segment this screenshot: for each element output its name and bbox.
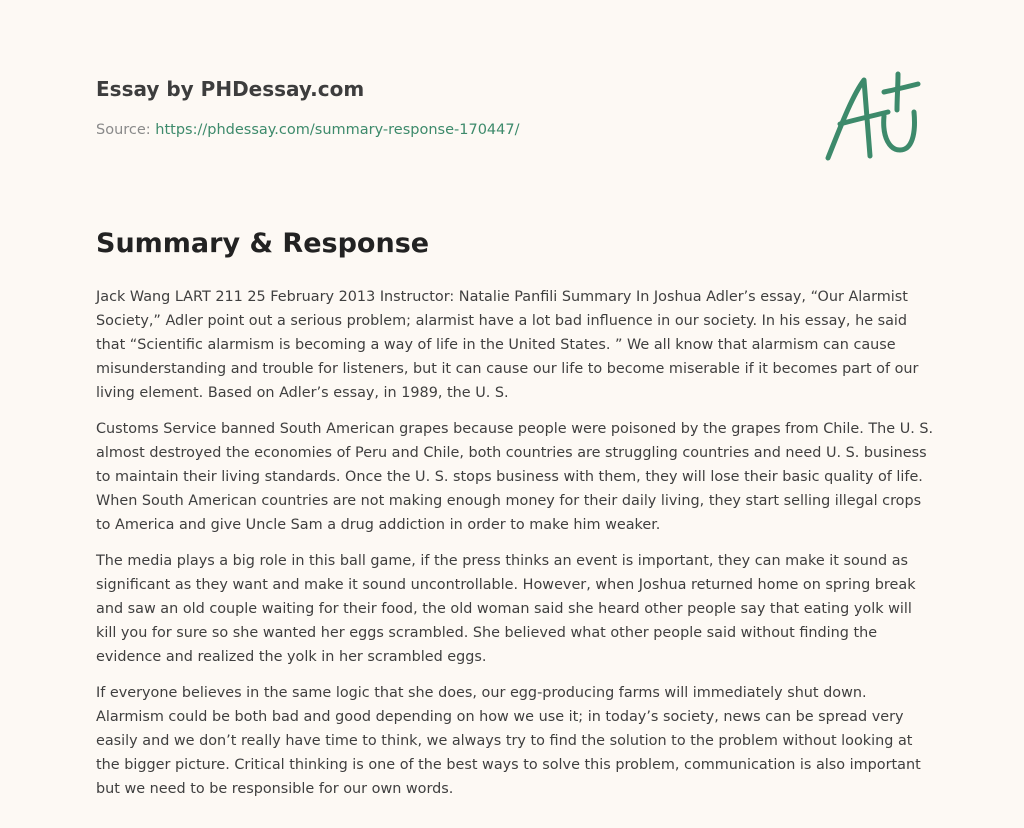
source-link[interactable]: https://phdessay.com/summary-response-170447/ xyxy=(155,122,520,138)
source-label: Source: xyxy=(96,122,151,138)
page-header xyxy=(96,74,796,140)
article-title: Summary & Response xyxy=(96,228,430,259)
site-title: Essay by PHDessay.com xyxy=(96,77,365,101)
paragraph: The media plays a big role in this ball game, if the press thinks an event is important, they can make it sound as significant as they want and make it sound uncontrollable. However, when Joshua returned home on spring break and saw an old couple waiting for their food, the old woman said she heard other people say that eating yolk will kill you for sure so she wanted her eggs scrambled. She believed what other people said without finding the evidence and realized the yolk in her scrambled eggs. xyxy=(96,553,916,665)
source-line xyxy=(96,120,796,140)
article-body xyxy=(96,285,936,813)
paragraph: If everyone believes in the same logic that she does, our egg-producing farms will immediately shut down. Alarmism could be both bad and good depending on how we use it; in today’s society, news can be spread very easily and we don’t really have time to think, we always try to find the solution to the problem without looking at the bigger picture. Critical thinking is one of the best ways to solve this problem, communication is also important but we need to be responsible for our own words. xyxy=(96,685,921,797)
paragraph: Customs Service banned South American grapes because people were poisoned by the grapes from Chile. The U. S. almost destroyed the economies of Peru and Chile, both countries are struggling countries and need U. S. business to maintain their living standards. Once the U. S. stops business with them, they will lose their basic quality of life. When South American countries are not making enough money for their daily living, they start selling illegal crops to America and give Uncle Sam a drug addiction in order to make him weaker. xyxy=(96,421,934,533)
a-plus-logo-icon xyxy=(818,66,930,166)
paragraph: Jack Wang LART 211 25 February 2013 Instructor: Natalie Panfili Summary In Joshua Adler’s essay, “Our Alarmist Society,” Adler point out a serious problem; alarmist have a lot bad influence in our society. In his essay, he said that “Scientific alarmism is becoming a way of life in the United States. ” We all know that alarmism can cause misunderstanding and trouble for listeners, but it can cause our life to become miserable if it becomes part of our living element. Based on Adler’s essay, in 1989, the U. S. xyxy=(96,289,919,401)
